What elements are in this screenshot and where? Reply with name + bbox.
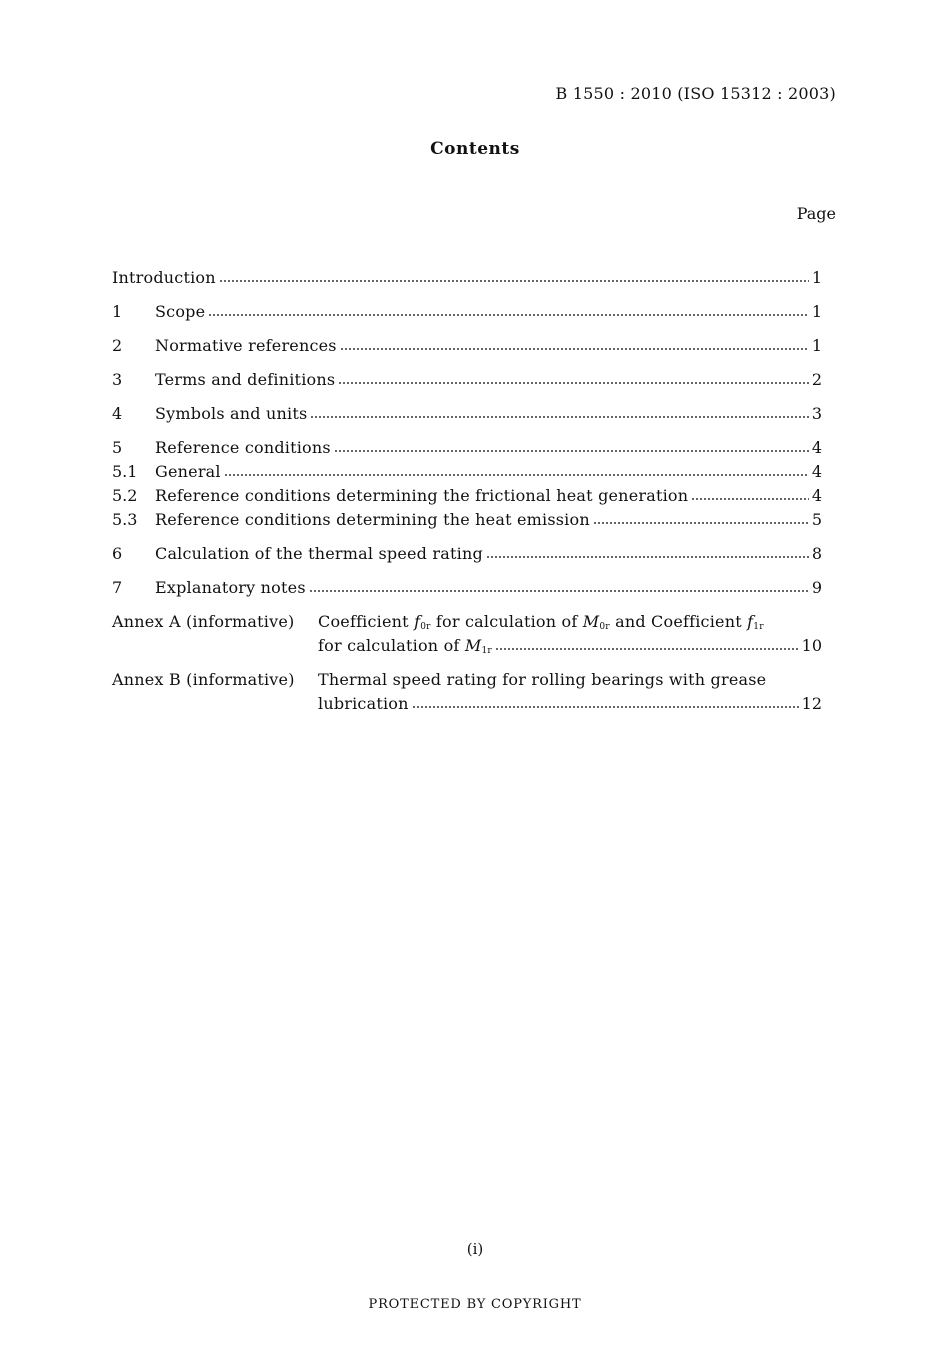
standard-number: B 1550 : 2010 (ISO 15312 : 2003)	[555, 84, 836, 103]
annex-text: for calculation of	[430, 612, 583, 631]
toc-entry-label: Scope	[155, 302, 206, 321]
toc-entry-number: 5.2	[112, 486, 138, 505]
toc-entry-number: 5.3	[112, 510, 138, 529]
dot-leader	[208, 313, 809, 317]
dot-leader	[224, 473, 809, 477]
dot-leader	[338, 381, 809, 385]
symbol-m: M	[582, 612, 600, 631]
symbol-f: f	[414, 612, 421, 631]
dot-leader	[219, 279, 809, 283]
toc-entry-symbols-units[interactable]	[112, 402, 822, 426]
toc-entry-page: 4	[811, 462, 822, 481]
dot-leader	[691, 497, 809, 501]
symbol-m: M	[464, 636, 482, 655]
toc-entry-label: Reference conditions	[155, 438, 331, 457]
dot-leader	[334, 449, 809, 453]
toc-entry-page: 5	[811, 510, 822, 529]
symbol-subscript: 1r	[481, 646, 492, 656]
toc-entry-label: Calculation of the thermal speed rating	[155, 544, 483, 563]
dot-leader	[486, 555, 809, 559]
toc-entry-reference-conditions[interactable]	[112, 436, 822, 460]
symbol-f: f	[747, 612, 754, 631]
toc-entry-heat-emission[interactable]	[112, 508, 822, 532]
toc-entry-label: Symbols and units	[155, 404, 308, 423]
toc-entry-label: Explanatory notes	[155, 578, 306, 597]
symbol-subscript: 0r	[420, 622, 431, 632]
toc-entry-frictional-heat[interactable]	[112, 484, 822, 508]
toc-entry-label: Reference conditions determining the heat emission	[155, 510, 590, 529]
toc-entry-page: 8	[811, 544, 822, 563]
page-title: Contents	[430, 139, 520, 159]
annex-title	[318, 668, 822, 716]
dot-leader	[593, 521, 809, 525]
toc-entry-normative-references[interactable]	[112, 334, 822, 358]
toc-entry-terms-definitions[interactable]	[112, 368, 822, 392]
toc-entry-page: 10	[801, 636, 822, 655]
toc-entry-label: Normative references	[155, 336, 337, 355]
toc-entry-number: 1	[112, 302, 123, 321]
page-number: (i)	[466, 1240, 484, 1258]
toc-entry-number: 7	[112, 578, 123, 597]
dot-leader	[310, 415, 808, 419]
annex-title	[318, 610, 822, 658]
dot-leader	[309, 589, 809, 593]
toc-entry-label: Introduction	[112, 268, 216, 287]
toc-entry-label: Terms and definitions	[155, 370, 336, 389]
toc-entry-page: 4	[811, 486, 822, 505]
toc-entry-number: 5.1	[112, 462, 138, 481]
dot-leader	[412, 705, 799, 709]
copyright-notice: PROTECTED BY COPYRIGHT	[368, 1297, 582, 1312]
annex-title-line-2	[318, 692, 822, 716]
symbol-subscript: 0r	[599, 622, 610, 632]
symbol-subscript: 1r	[753, 622, 764, 632]
toc-entry-label: General	[155, 462, 221, 481]
toc-entry-page: 1	[811, 268, 822, 287]
page-column-heading: Page	[796, 204, 836, 223]
toc-entry-scope[interactable]	[112, 300, 822, 324]
toc-entry-explanatory-notes[interactable]	[112, 576, 822, 600]
toc-entry-page: 12	[801, 694, 822, 713]
annex-text: and Coefficient	[609, 612, 748, 631]
toc-entry-label: Reference conditions determining the frictional heat generation	[155, 486, 689, 505]
annex-text: lubrication	[318, 694, 409, 713]
table-of-contents	[112, 266, 822, 716]
annex-title-line-2	[318, 634, 822, 658]
annex-title-line-1	[318, 610, 822, 634]
toc-entry-number: 2	[112, 336, 123, 355]
toc-entry-general[interactable]	[112, 460, 822, 484]
toc-entry-number: 5	[112, 438, 123, 457]
toc-entry-page: 2	[811, 370, 822, 389]
annex-tag: Annex B (informative)	[112, 670, 295, 689]
dot-leader	[340, 347, 809, 351]
toc-entry-annex-a[interactable]	[112, 610, 822, 658]
toc-entry-page: 1	[811, 302, 822, 321]
annex-tag: Annex A (informative)	[112, 612, 295, 631]
annex-text-part: for calculation of	[318, 636, 465, 655]
toc-entry-introduction[interactable]	[112, 266, 822, 290]
annex-title-line-1: Thermal speed rating for rolling bearings with grease	[318, 670, 767, 689]
toc-entry-page: 3	[811, 404, 822, 423]
toc-entry-page: 1	[811, 336, 822, 355]
toc-entry-annex-b[interactable]	[112, 668, 822, 716]
annex-text: Coefficient	[318, 612, 415, 631]
annex-text	[318, 634, 492, 663]
toc-entry-page: 4	[811, 438, 822, 457]
toc-entry-number: 3	[112, 370, 123, 389]
dot-leader	[495, 647, 799, 651]
toc-entry-thermal-speed[interactable]	[112, 542, 822, 566]
toc-entry-number: 4	[112, 404, 123, 423]
toc-entry-page: 9	[811, 578, 822, 597]
toc-entry-number: 6	[112, 544, 123, 563]
